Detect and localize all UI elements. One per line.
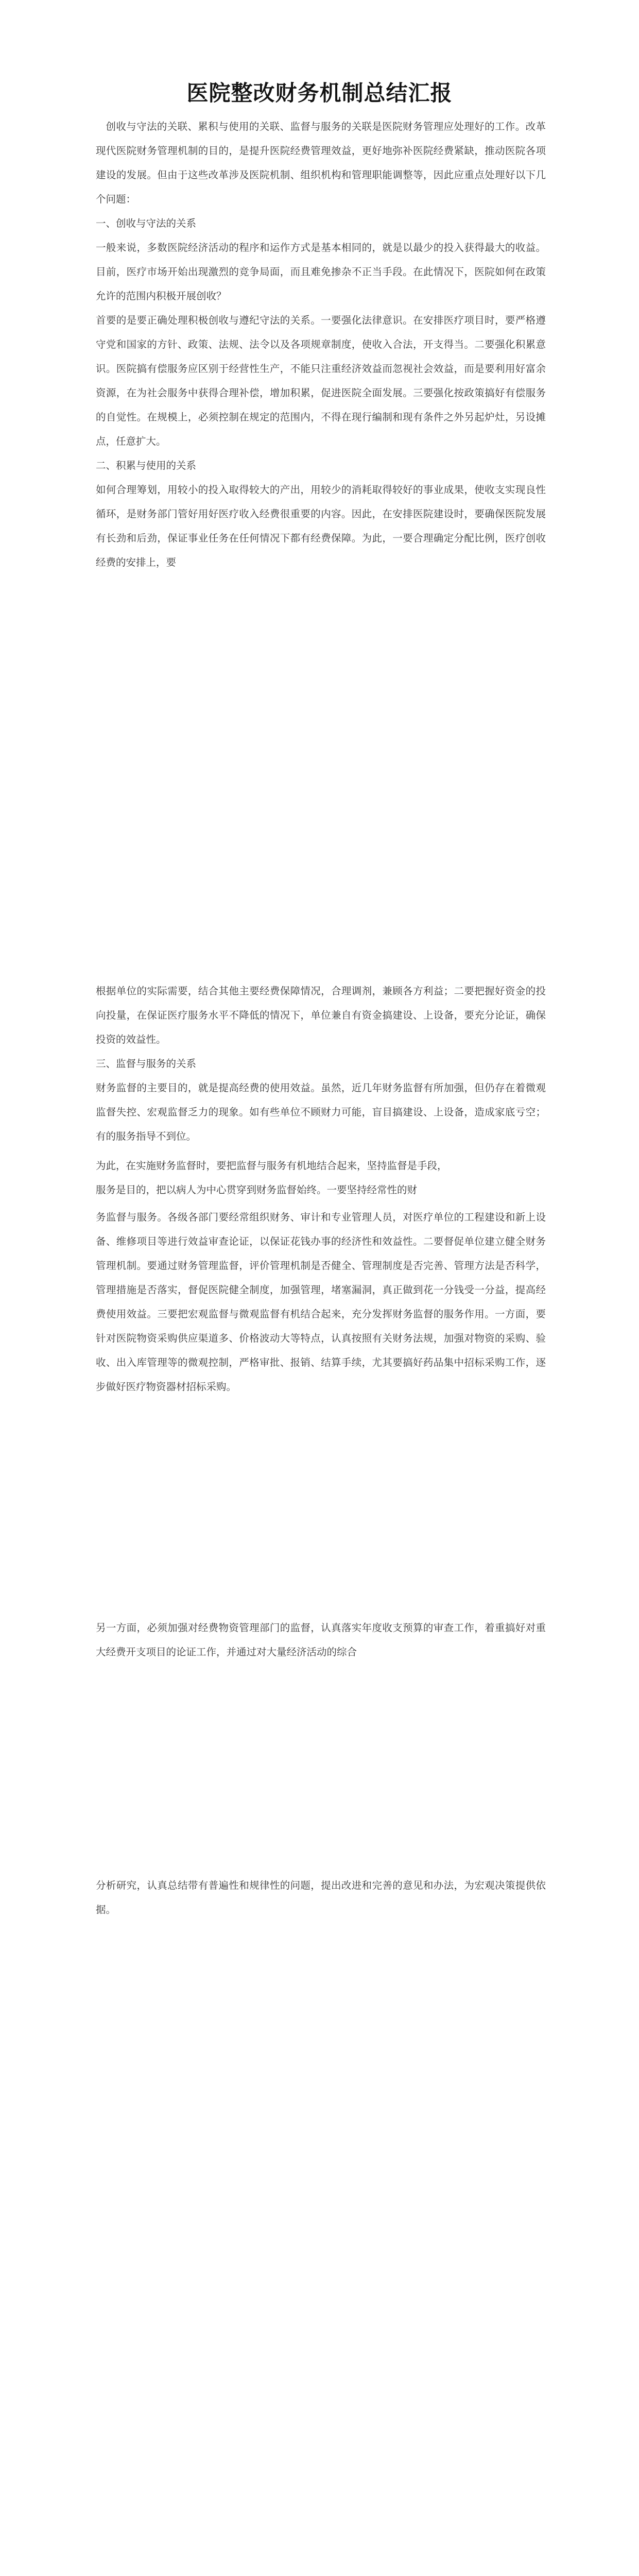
section-3-paragraph-4: 分析研究，认真总结带有普遍性和规律性的问题，提出改进和完善的意见和办法，为宏观决策提供依据。 bbox=[96, 1879, 546, 1916]
document-body-part-2 bbox=[96, 979, 546, 1399]
section-3-heading: 三、监督与服务的关系 bbox=[96, 1058, 197, 1070]
section-3-paragraph-2-line-2: 服务是目的，把以病人为中心贯穿到财务监督始终。一要坚持经常性的财 bbox=[96, 1184, 418, 1196]
intro-paragraph: 创收与守法的关联、累积与使用的关联、监督与服务的关联是医院财务管理应处理好的工作。改革现代医院财务管理机制的目的，是提升医院经费管理效益，更好地弥补医院经费紧缺，推动医院各项建设的发展。但由于这些改革涉及医院机制、组织机构和管理职能调整等，因此应重点处理好以下几个问题： bbox=[96, 121, 546, 205]
section-1-heading: 一、创收与守法的关系 bbox=[96, 217, 197, 229]
document-title: 医院整改财务机制总结汇报 bbox=[186, 80, 453, 106]
document-body-part-3 bbox=[96, 1616, 546, 1664]
section-2-paragraph-2: 根据单位的实际需要，结合其他主要经费保障情况，合理调剂，兼顾各方利益；二要把握好资金的投向投量，在保证医疗服务水平不降低的情况下，单位兼自有资金搞建设、上设备，要充分论证，确保投资的效益性。 bbox=[96, 985, 546, 1045]
section-2-paragraph-1: 如何合理筹划，用较小的投入取得较大的产出，用较少的消耗取得较好的事业成果，使收支实现良性循环，是财务部门管好用好医疗收入经费很重要的内容。因此，在安排医院建设时，要确保医院发展有长劲和后劲，保证事业任务在任何情况下都有经费保障。为此，一要合理确定分配比例，医疗创收经费的安排上，要 bbox=[96, 484, 546, 568]
section-1-paragraph-1: 一般来说，多数医院经济活动的程序和运作方式是基本相同的，就是以最少的投入获得最大的收益。目前，医疗市场开始出现激烈的竞争局面，而且难免掺杂不正当手段。在此情况下，医院如何在政策允许的范围内积极开展创收？ bbox=[96, 242, 546, 302]
section-1-paragraph-2: 首要的是要正确处理积极创收与遵纪守法的关系。一要强化法律意识。在安排医疗项目时，要严格遵守党和国家的方针、政策、法规、法令以及各项规章制度，使收入合法，开支得当。二要强化积累意识。医院搞有偿服务应区别于经营性生产，不能只注重经济效益而忽视社会效益，而是要利用好富余资源，在为社会服务中获得合理补偿，增加积累，促进医院全面发展。三要强化按政策搞好有偿服务的自觉性。在规模上，必须控制在规定的范围内，不得在现行编制和现有条件之外另起炉灶，另设摊点，任意扩大。 bbox=[96, 314, 546, 447]
section-3-paragraph-3: 另一方面，必须加强对经费物资管理部门的监督，认真落实年度收支预算的审查工作，着重搞好对重大经费开支项目的论证工作，并通过对大量经济活动的综合 bbox=[96, 1622, 546, 1658]
document-body-part-4 bbox=[96, 1873, 546, 1922]
section-3-paragraph-2-rest: 务监督与服务。各级各部门要经常组织财务、审计和专业管理人员，对医疗单位的工程建设和新上设备、维修项目等进行效益审查论证，以保证花钱办事的经济性和效益性。二要督促单位建立健全财务管理机制。要通过财务管理监督，评价管理机制是否健全、管理制度是否完善、管理方法是否科学，管理措施是否落实，督促医院健全制度，加强管理，堵塞漏洞，真正做到花一分钱受一分益，提高经费使用效益。三要把宏观监督与微观监督有机结合起来，充分发挥财务监督的服务作用。一方面，要针对医院物资采购供应渠道多、价格波动大等特点，认真按照有关财务法规，加强对物资的采购、验收、出入库管理等的微观控制，严格审批、报销、结算手续，尤其要搞好药品集中招标采购工作，逐步做好医疗物资器材招标采购。 bbox=[96, 1211, 546, 1393]
section-3-paragraph-1: 财务监督的主要目的，就是提高经费的使用效益。虽然，近几年财务监督有所加强，但仍存在着微观监督失控、宏观监督乏力的现象。如有些单位不顾财力可能，盲目搞建设、上设备，造成家底亏空；有的服务指导不到位。 bbox=[96, 1082, 546, 1142]
section-3-paragraph-2-line-1: 为此，在实施财务监督时，要把监督与服务有机地结合起来，坚持监督是手段， bbox=[96, 1160, 447, 1172]
section-2-heading: 二、积累与使用的关系 bbox=[96, 460, 197, 471]
document-body-part-1 bbox=[96, 114, 546, 574]
